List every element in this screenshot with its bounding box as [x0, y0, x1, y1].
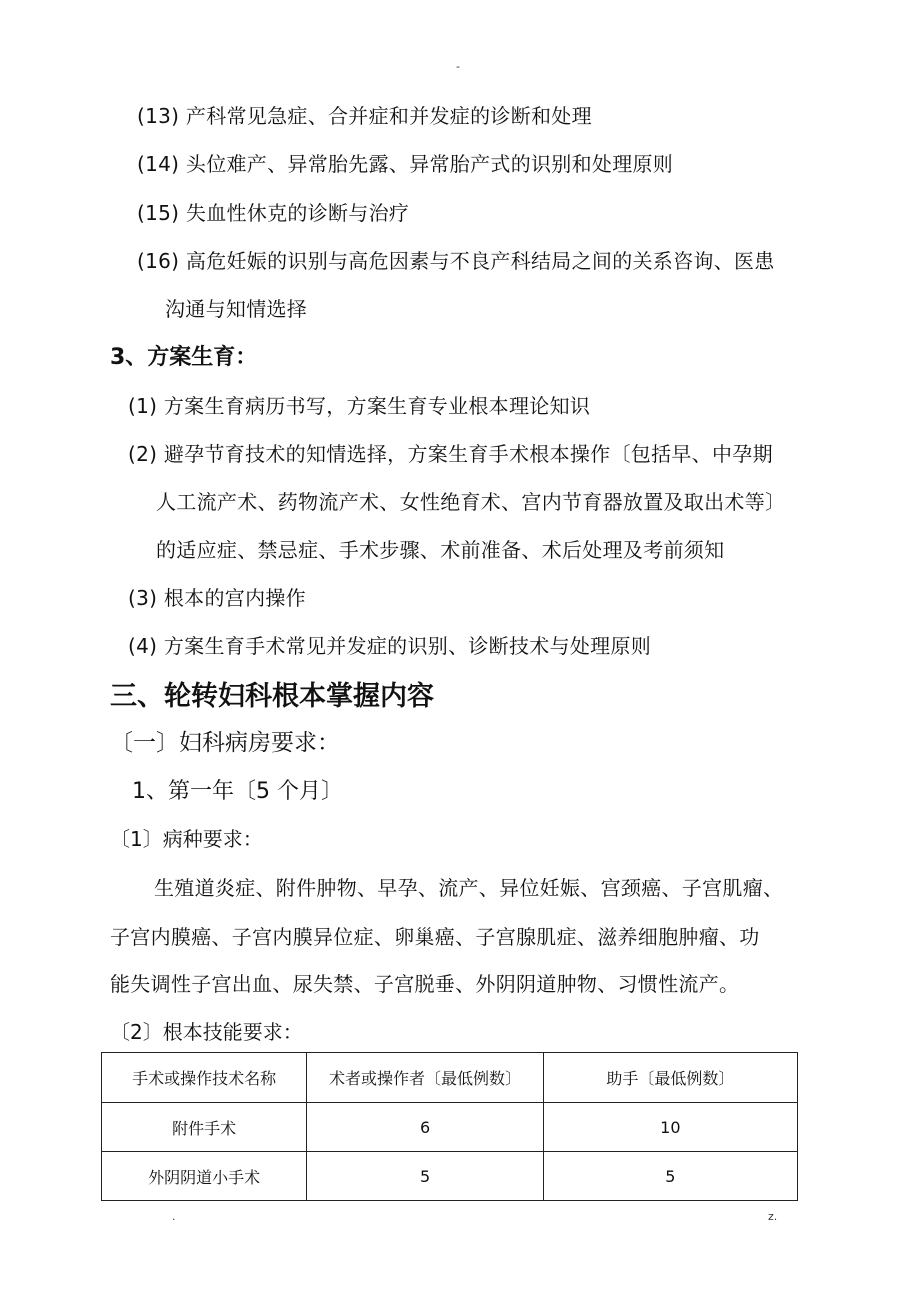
footer-right-mark: z. [768, 1210, 778, 1223]
obstetrics-item-14: (14) 头位难产、异常胎先露、异常胎产式的识别和处理原则 [137, 152, 674, 176]
year-heading: 1、第一年〔5 个月〕 [132, 779, 343, 804]
family-planning-item-2: (2) 避孕节育技术的知情选择，方案生育手术根本操作〔包括早、中孕期 [128, 442, 773, 466]
skills-heading: 〔2〕根本技能要求： [110, 1020, 303, 1044]
sub-heading: 〔一〕妇科病房要求： [110, 730, 340, 756]
family-planning-item-2-cont1: 人工流产术、药物流产术、女性绝育术、宫内节育器放置及取出术等〕 [156, 490, 786, 514]
disease-line-2: 子宫内膜癌、子宫内膜异位症、卵巢癌、子宫腺肌症、滋养细胞肿瘤、功 [110, 925, 760, 949]
obstetrics-item-13: (13) 产科常见急症、合并症和并发症的诊断和处理 [137, 104, 592, 128]
table-header-cell: 助手〔最低例数〕 [543, 1053, 797, 1103]
disease-heading: 〔1〕病种要求： [110, 827, 263, 851]
disease-line-3: 能失调性子宫出血、尿失禁、子宫脱垂、外阴阴道肿物、习惯性流产。 [110, 972, 740, 996]
footer-left-mark: . [172, 1210, 176, 1223]
header-mark: - [456, 60, 460, 73]
family-planning-item-1: (1) 方案生育病历书写，方案生育专业根本理论知识 [128, 394, 591, 418]
family-planning-item-2-cont2: 的适应症、禁忌症、手术步骤、术前准备、术后处理及考前须知 [156, 538, 725, 562]
disease-line-1: 生殖道炎症、附件肿物、早孕、流产、异位妊娠、宫颈癌、子宫肌瘤、 [154, 876, 784, 900]
table-header-cell: 术者或操作者〔最低例数〕 [307, 1053, 543, 1103]
table-header-cell: 手术或操作技术名称 [102, 1053, 307, 1103]
table-cell: 5 [307, 1152, 543, 1201]
skills-table [101, 1052, 798, 1201]
section3-title: 3、方案生育： [110, 345, 258, 370]
table-cell: 5 [543, 1152, 797, 1201]
table-header-row [102, 1053, 798, 1103]
table-row [102, 1103, 798, 1152]
main-heading: 三、轮转妇科根本掌握内容 [110, 681, 434, 712]
table-cell: 10 [543, 1103, 797, 1152]
family-planning-item-4: (4) 方案生育手术常见并发症的识别、诊断技术与处理原则 [128, 634, 652, 658]
table-cell: 外阴阴道小手术 [102, 1152, 307, 1201]
table-cell: 6 [307, 1103, 543, 1152]
obstetrics-item-16: (16) 高危妊娠的识别与高危因素与不良产科结局之间的关系咨询、医患 [137, 249, 775, 273]
obstetrics-item-15: (15) 失血性休克的诊断与治疗 [137, 201, 410, 225]
obstetrics-item-16-cont: 沟通与知情选择 [165, 297, 308, 321]
family-planning-item-3: (3) 根本的宫内操作 [128, 586, 306, 610]
table-row [102, 1152, 798, 1201]
table-cell: 附件手术 [102, 1103, 307, 1152]
